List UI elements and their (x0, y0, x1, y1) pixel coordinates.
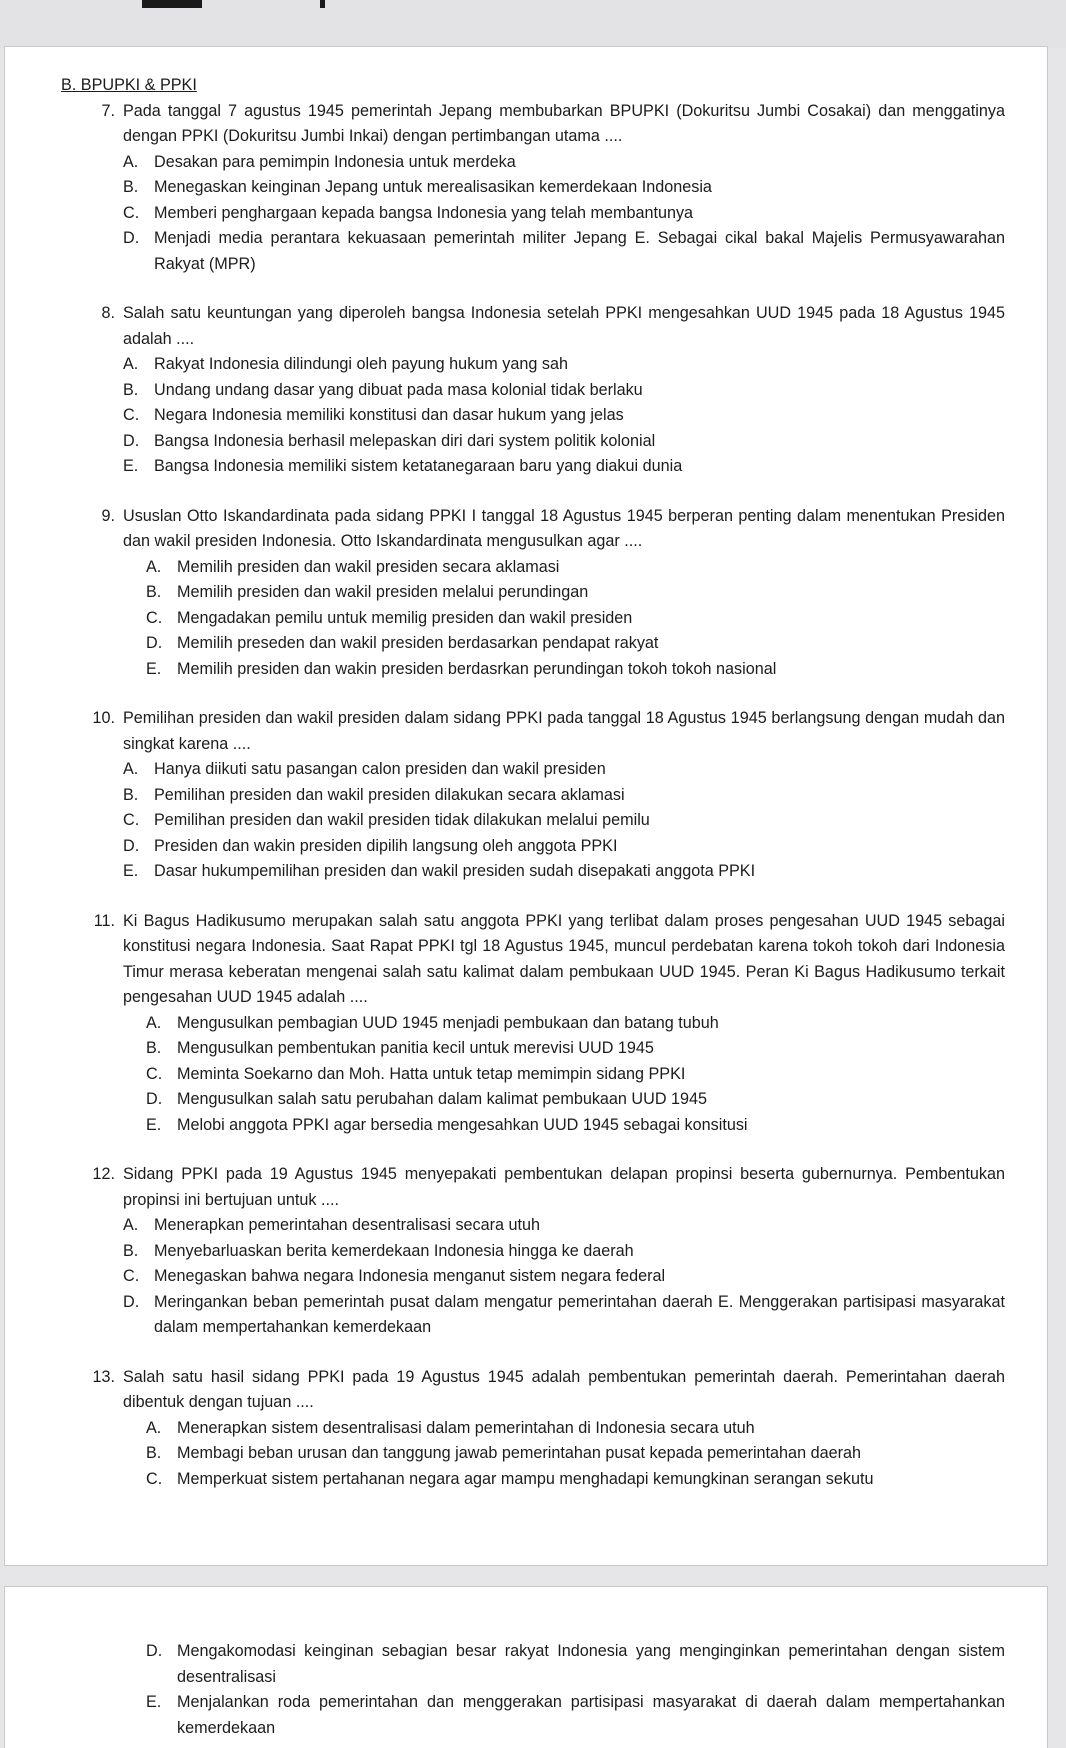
question-number: 9. (101, 506, 115, 525)
option-item (146, 657, 1005, 683)
option-item (146, 555, 1005, 581)
option-letter: B. (123, 1241, 139, 1260)
section-title (55, 73, 1005, 99)
option-letter: B. (146, 1444, 162, 1462)
option-letter: C. (146, 1469, 163, 1488)
option-item (123, 859, 1005, 885)
question-9 (55, 504, 1005, 683)
question-number: 7. (101, 101, 115, 120)
section-title-text: B. BPUPKI & PPKI (61, 76, 197, 94)
question-8 (55, 301, 1005, 480)
option-text: Menyebarluaskan berita kemerdekaan Indonesia hingga ke daerah (154, 1241, 634, 1260)
option-letter: B. (123, 785, 139, 804)
option-text: Menegaskan keinginan Jepang untuk merealisasikan kemerdekaan Indonesia (154, 178, 712, 196)
option-item (123, 1213, 1005, 1239)
question-11 (55, 909, 1005, 1139)
option-item (146, 1087, 1005, 1113)
option-text: Menjalankan roda pemerintahan dan menggerakan partisipasi masyarakat di daerah dalam mempertahankan kemerdekaan (177, 1693, 1005, 1737)
option-letter: E. (146, 659, 162, 678)
option-letter: E. (146, 1693, 162, 1711)
question-10 (55, 706, 1005, 885)
option-item (123, 757, 1005, 783)
option-text: Presiden dan wakin presiden dipilih langsung oleh anggota PPKI (154, 836, 618, 855)
option-item (123, 783, 1005, 809)
option-list (146, 1416, 1005, 1493)
option-list (146, 555, 1005, 683)
question-number: 12. (92, 1165, 115, 1183)
question-text: Pemilihan presiden dan wakil presiden dalam sidang PPKI pada tanggal 18 Agustus 1945 berlangsung dengan mudah dan singkat karena .... (123, 709, 1005, 753)
option-text: Pemilihan presiden dan wakil presiden tidak dilakukan melalui pemilu (154, 811, 650, 829)
option-letter: B. (146, 1039, 162, 1057)
option-text: Memberi penghargaan kepada bangsa Indonesia yang telah membantunya (154, 203, 694, 222)
option-text: Mengakomodasi keinginan sebagian besar rakyat Indonesia yang menginginkan pemerintahan dengan sistem desentralisasi (177, 1642, 1005, 1686)
option-list (123, 150, 1005, 278)
option-item (123, 226, 1005, 277)
option-item (123, 429, 1005, 455)
option-item (123, 403, 1005, 429)
option-item (146, 631, 1005, 657)
question-number: 10. (92, 709, 115, 727)
option-letter: C. (146, 1064, 163, 1083)
option-letter: A. (123, 1216, 139, 1234)
option-letter: A. (123, 760, 139, 778)
option-item (146, 1639, 1005, 1690)
page-content (55, 73, 1005, 1516)
option-letter: A. (146, 1013, 162, 1032)
option-text: Menegaskan bahwa negara Indonesia menganut sistem negara federal (154, 1267, 666, 1285)
option-item (146, 1467, 1005, 1493)
option-letter: C. (123, 811, 140, 829)
option-letter: C. (146, 608, 163, 627)
option-item (146, 1062, 1005, 1088)
option-item (123, 352, 1005, 378)
option-text: Meminta Soekarno dan Moh. Hatta untuk tetap memimpin sidang PPKI (177, 1064, 686, 1083)
option-text: Negara Indonesia memiliki konstitusi dan dasar hukum yang jelas (154, 406, 624, 424)
question-text: Pada tanggal 7 agustus 1945 pemerintah Jepang membubarkan BPUPKI (Dokuritsu Jumbi Cosakai) dan menggatinya dengan PPKI (Dokuritsu Jumbi Inkai) dengan pertimbangan utama .... (123, 101, 1005, 145)
option-text: Memilih presiden dan wakil presiden secara aklamasi (177, 557, 560, 576)
option-letter: D. (123, 431, 140, 450)
option-item (123, 1290, 1005, 1341)
option-item (123, 1264, 1005, 1290)
option-letter: D. (146, 634, 163, 652)
option-letter: C. (123, 406, 140, 424)
option-text: Membagi beban urusan dan tanggung jawab pemerintahan pusat kepada pemerintahan daerah (177, 1444, 861, 1462)
option-text: Mengusulkan salah satu perubahan dalam kalimat pembukaan UUD 1945 (177, 1090, 708, 1108)
document-page-2 (4, 1586, 1048, 1748)
option-letter: D. (123, 229, 140, 247)
option-item (146, 580, 1005, 606)
option-item (146, 1011, 1005, 1037)
option-letter: C. (123, 203, 140, 222)
previous-page-text-fragment (142, 0, 202, 8)
option-letter: D. (123, 836, 140, 855)
option-item (146, 1113, 1005, 1139)
option-text: Desakan para pemimpin Indonesia untuk merdeka (154, 152, 516, 171)
option-letter: A. (123, 152, 139, 171)
question-12 (55, 1162, 1005, 1341)
option-item (146, 1036, 1005, 1062)
option-letter: E. (146, 1115, 162, 1134)
question-text: Salah satu keuntungan yang diperoleh bangsa Indonesia setelah PPKI mengesahkan UUD 1945 pada 18 Agustus 1945 adalah .... (123, 304, 1005, 348)
option-letter: E. (123, 457, 139, 475)
question-number: 8. (101, 304, 115, 322)
option-text: Menjadi media perantara kekuasaan pemerintah militer Jepang E. Sebagai cikal bakal Majelis Permusyawarahan Rakyat (MPR) (154, 229, 1005, 273)
option-letter: E. (123, 862, 139, 880)
question-text: Ki Bagus Hadikusumo merupakan salah satu anggota PPKI yang terlibat dalam proses pengesahan UUD 1945 sebagai konstitusi negara Indonesia. Saat Rapat PPKI tgl 18 Agustus 1945, muncul perdebatan karena tokoh tokoh dari Indonesia Timur merasa keberatan mengenai salah satu kalimat dalam pembukaan UUD 1945. Peran Ki Bagus Hadikusumo terkait pengesahan UUD 1945 adalah .... (123, 911, 1005, 1006)
option-text: Meringankan beban pemerintah pusat dalam mengatur pemerintahan daerah E. Menggerakan partisipasi masyarakat dalam mempertahankan kemerdekaan (154, 1292, 1005, 1336)
option-letter: B. (123, 380, 139, 399)
option-item (123, 201, 1005, 227)
option-item (123, 150, 1005, 176)
option-text: Hanya diikuti satu pasangan calon presiden dan wakil presiden (154, 760, 606, 778)
option-text: Menerapkan sistem desentralisasi dalam pemerintahan di Indonesia secara utuh (177, 1418, 755, 1437)
option-item (123, 175, 1005, 201)
option-text: Mengadakan pemilu untuk memilig presiden dan wakil presiden (177, 608, 633, 627)
option-letter: D. (123, 1292, 140, 1311)
option-text: Memilih presiden dan wakin presiden berdasrkan perundingan tokoh tokoh nasional (177, 659, 777, 678)
option-text: Mengusulkan pembentukan panitia kecil untuk merevisi UUD 1945 (177, 1039, 654, 1057)
option-list (123, 1213, 1005, 1341)
option-item (146, 1416, 1005, 1442)
option-item (146, 606, 1005, 632)
continued-option-list (146, 1639, 1005, 1741)
question-text: Salah satu hasil sidang PPKI pada 19 Agustus 1945 adalah pembentukan pemerintah daerah. Pemerintahan daerah dibentuk dengan tujuan .... (123, 1367, 1005, 1411)
question-number: 13. (92, 1367, 115, 1386)
option-item (123, 454, 1005, 480)
question-text: Sidang PPKI pada 19 Agustus 1945 menyepakati pembentukan delapan propinsi beserta gubernurnya. Pembentukan propinsi ini bertujuan untuk .... (123, 1165, 1005, 1209)
option-item (146, 1441, 1005, 1467)
question-13 (55, 1365, 1005, 1493)
document-page-1 (4, 46, 1048, 1566)
previous-page-strip (0, 0, 1066, 48)
option-letter: C. (123, 1267, 140, 1285)
option-letter: B. (123, 178, 139, 196)
option-text: Memilih presiden dan wakil presiden melalui perundingan (177, 583, 589, 601)
option-item (123, 1239, 1005, 1265)
option-text: Memperkuat sistem pertahanan negara agar mampu menghadapi kemungkinan serangan sekutu (177, 1469, 874, 1488)
option-letter: D. (146, 1642, 163, 1660)
option-text: Rakyat Indonesia dilindungi oleh payung hukum yang sah (154, 355, 568, 373)
page-content (55, 1639, 1005, 1741)
option-item (123, 834, 1005, 860)
option-list (146, 1011, 1005, 1139)
option-text: Mengusulkan pembagian UUD 1945 menjadi pembukaan dan batang tubuh (177, 1013, 719, 1032)
option-text: Bangsa Indonesia berhasil melepaskan diri dari system politik kolonial (154, 431, 656, 450)
option-item (146, 1690, 1005, 1741)
option-list (123, 757, 1005, 885)
option-letter: A. (123, 355, 139, 373)
option-text: Menerapkan pemerintahan desentralisasi secara utuh (154, 1216, 541, 1234)
question-number: 11. (93, 911, 115, 930)
option-text: Dasar hukumpemilihan presiden dan wakil presiden sudah disepakati anggota PPKI (154, 862, 756, 880)
option-item (123, 378, 1005, 404)
question-7 (55, 99, 1005, 278)
question-text: Ususlan Otto Iskandardinata pada sidang PPKI I tanggal 18 Agustus 1945 berperan penting dalam menentukan Presiden dan wakil presiden Indonesia. Otto Iskandardinata mengusulkan agar .... (123, 506, 1005, 550)
previous-page-text-fragment (320, 0, 325, 8)
option-list (123, 352, 1005, 480)
option-text: Undang undang dasar yang dibuat pada masa kolonial tidak berlaku (154, 380, 643, 399)
option-text: Melobi anggota PPKI agar bersedia mengesahkan UUD 1945 sebagai konsitusi (177, 1115, 748, 1134)
option-letter: D. (146, 1090, 163, 1108)
option-letter: A. (146, 557, 162, 576)
option-letter: B. (146, 583, 162, 601)
option-item (123, 808, 1005, 834)
option-letter: A. (146, 1418, 162, 1437)
option-text: Pemilihan presiden dan wakil presiden dilakukan secara aklamasi (154, 785, 625, 804)
option-text: Memilih preseden dan wakil presiden berdasarkan pendapat rakyat (177, 634, 659, 652)
option-text: Bangsa Indonesia memiliki sistem ketatanegaraan baru yang diakui dunia (154, 457, 683, 475)
